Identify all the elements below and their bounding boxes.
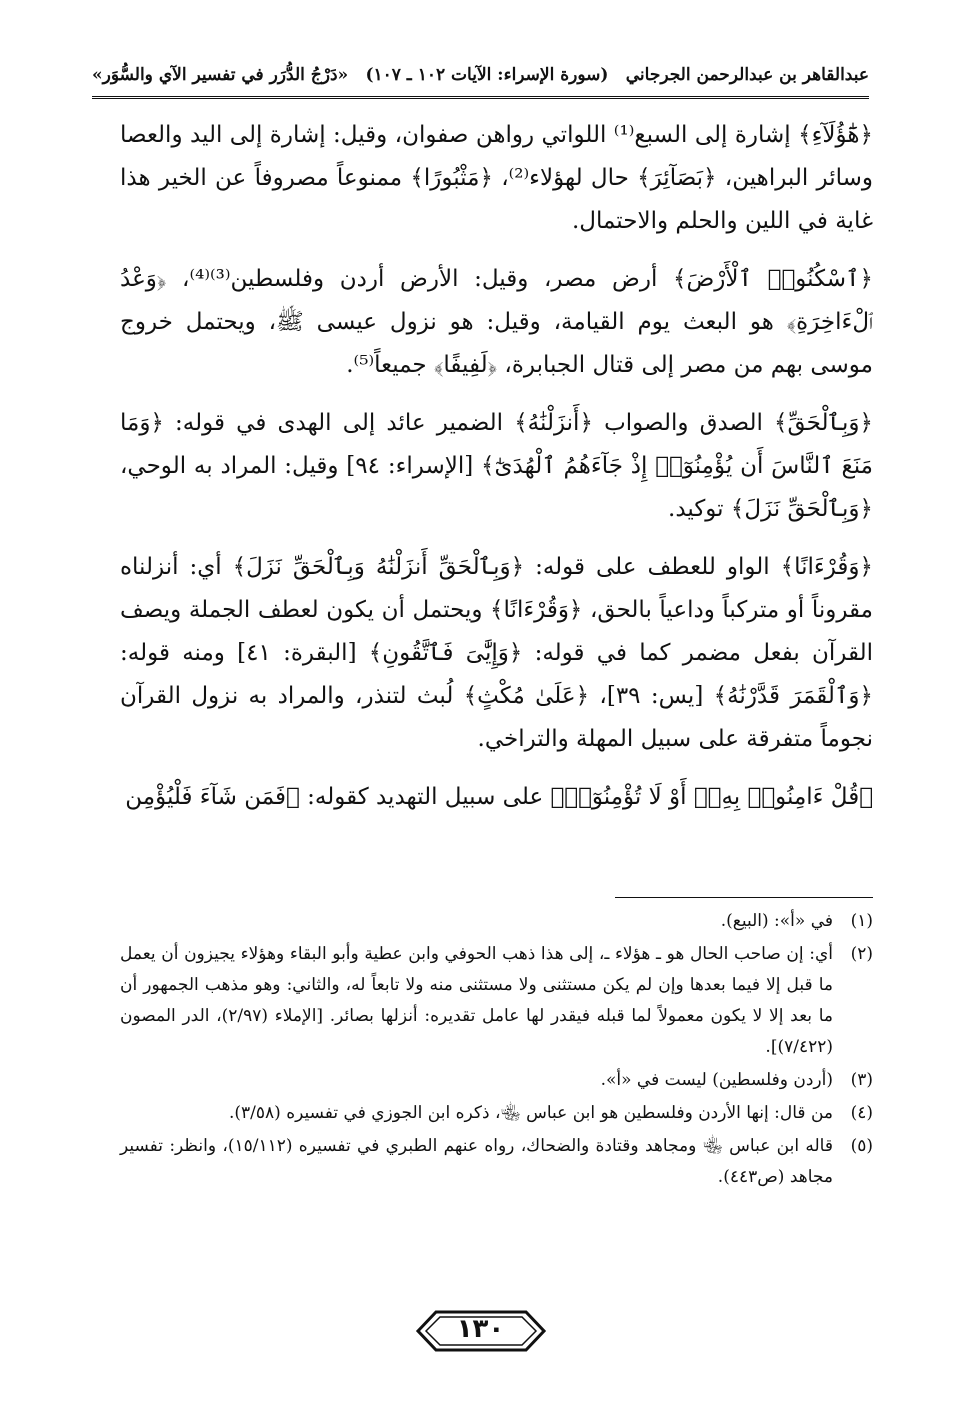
page-number: ١٣٠	[456, 1314, 505, 1344]
footnote-text: قاله ابن عباس ﵄ ومجاهد وقتادة والضحاك، رواه عنهم الطبري في تفسيره (١٥/١١٢)، وانظر: تفسير مجاهد (ص٤٤٣).	[120, 1136, 833, 1187]
footnote-text: أي: إن صاحب الحال هو ـ هؤلاء ـ، إلى هذا ذهب الحوفي وابن عطية وأبو البقاء وهؤلاء يجيزون أن يعمل ما قبل إلا فيما بعدها وإن لم يكن مستثنى ولا مستثنى منه ولا تابعاً له، والثاني: وهو مذهب الجمهور أن ما بعد إلا لا يكون معمولاً لما قبله فيقدر لها عامل تقديره: أنزلها بصائر. [الإملاء (٢/٩٧)، الدر المصون (٧/٤٢٢)].	[120, 944, 833, 1057]
footnote-number: (٢)	[850, 944, 873, 964]
paragraph-5: ﴿قُلْ ءَامِنُوا۟ بِهِۦٓ أَوْ لَا تُؤْمِنُوٓا۟﴾ على سبيل التهديد كقوله: ﴿فَمَن شَآءَ فَلْيُؤْمِن	[125, 784, 873, 810]
footnote-text: من قال: إنها الأردن وفلسطين هو ابن عباس ﵄، ذكره ابن الجوزي في تفسيره (٣/٥٨).	[229, 1103, 833, 1123]
paragraph-3: ﴿وَبِٱلْحَقِّ﴾ الصدق والصواب ﴿أَنزَلْنَٰهُ﴾ الضمير عائد إلى الهدى في قوله: ﴿وَمَا مَنَعَ ٱلنَّاسَ أَن يُؤْمِنُوٓا۟ إِذْ جَآءَهُمُ ٱلْهُدَىٰٓ﴾ [الإسراء: ٩٤] وقيل: المراد به الوحي، ﴿وَبِٱلْحَقِّ نَزَلَ﴾ توكيد.	[120, 410, 873, 522]
header-book-title: «دَرْجُ الدُّرَر في تفسير الآي والسُّوَر»	[92, 65, 349, 85]
footnote-number: (٥)	[850, 1136, 873, 1156]
paragraph-1: ﴿هَٰٓؤُلَآءِ﴾ إشارة إلى السبع⁽¹⁾ اللواتي رواهن صفوان، وقيل: إشارة إلى اليد والعصا وسائر البراهين، ﴿بَصَآئِرَ﴾ حال لهؤلاء⁽²⁾، ﴿مَثْبُورًا﴾ ممنوعاً مصروفاً عن الخير هذا غاية في اللين والحلم والاحتمال.	[120, 122, 874, 234]
header-author: عبدالقاهر بن عبدالرحمن الجرجاني	[625, 65, 869, 85]
header-rule	[92, 96, 869, 99]
footnote-5	[120, 1131, 873, 1193]
footnote-number: (٣)	[850, 1070, 873, 1090]
footnotes	[120, 906, 873, 1195]
footnote-2	[120, 939, 873, 1063]
footnote-1	[120, 906, 873, 937]
footnote-number: (٤)	[850, 1103, 873, 1123]
paragraph-2: ﴿ٱسْكُنُوا۟ ٱلْأَرْضَ﴾ أرض مصر، وقيل: الأرض أردن وفلسطين⁽³⁾⁽⁴⁾، ﴿وَعْدُ ٱلْءَاخِرَةِ﴾ هو البعث يوم القيامة، وقيل: هو نزول عيسى ﷺ، ويحتمل خروج موسى بهم من مصر إلى قتال الجبابرة، ﴿لَفِيفًا﴾ جميعاً⁽⁵⁾.	[120, 266, 874, 378]
footnote-3	[120, 1065, 873, 1096]
running-header	[92, 58, 869, 92]
footnote-number: (١)	[850, 911, 873, 931]
footnote-text: (أردن وفلسطين) ليست في «أ».	[600, 1070, 833, 1090]
page-number-ornament	[416, 1306, 546, 1356]
footnote-rule	[615, 897, 873, 898]
footnote-text: في «أ»: (البيع).	[720, 911, 833, 931]
footnote-4	[120, 1098, 873, 1129]
main-text	[120, 114, 873, 834]
paragraph-4: ﴿وَقُرْءَانًا﴾ الواو للعطف على قوله: ﴿وَبِٱلْحَقِّ أَنزَلْنَٰهُ وَبِٱلْحَقِّ نَزَلَ﴾ أي: أنزلناه مقروناً أو متركباً وداعياً بالحق، ﴿وَقُرْءَانًا﴾ ويحتمل أن يكون لعطف الجملة ويصف القرآن بفعل مضمر كما في قوله: ﴿وَإِيَّٰىَ فَٱتَّقُونِ﴾ [البقرة: ٤١] ومنه قوله: ﴿وَٱلْقَمَرَ قَدَّرْنَٰهُ﴾ [يس: ٣٩]، ﴿عَلَىٰ مُكْثٍ﴾ لُبث لتنذر، والمراد به نزول القرآن نجوماً متفرقة على سبيل المهلة والتراخي.	[120, 554, 874, 752]
header-section: (سورة الإسراء: الآيات ١٠٢ ـ ١٠٧)	[365, 65, 609, 85]
